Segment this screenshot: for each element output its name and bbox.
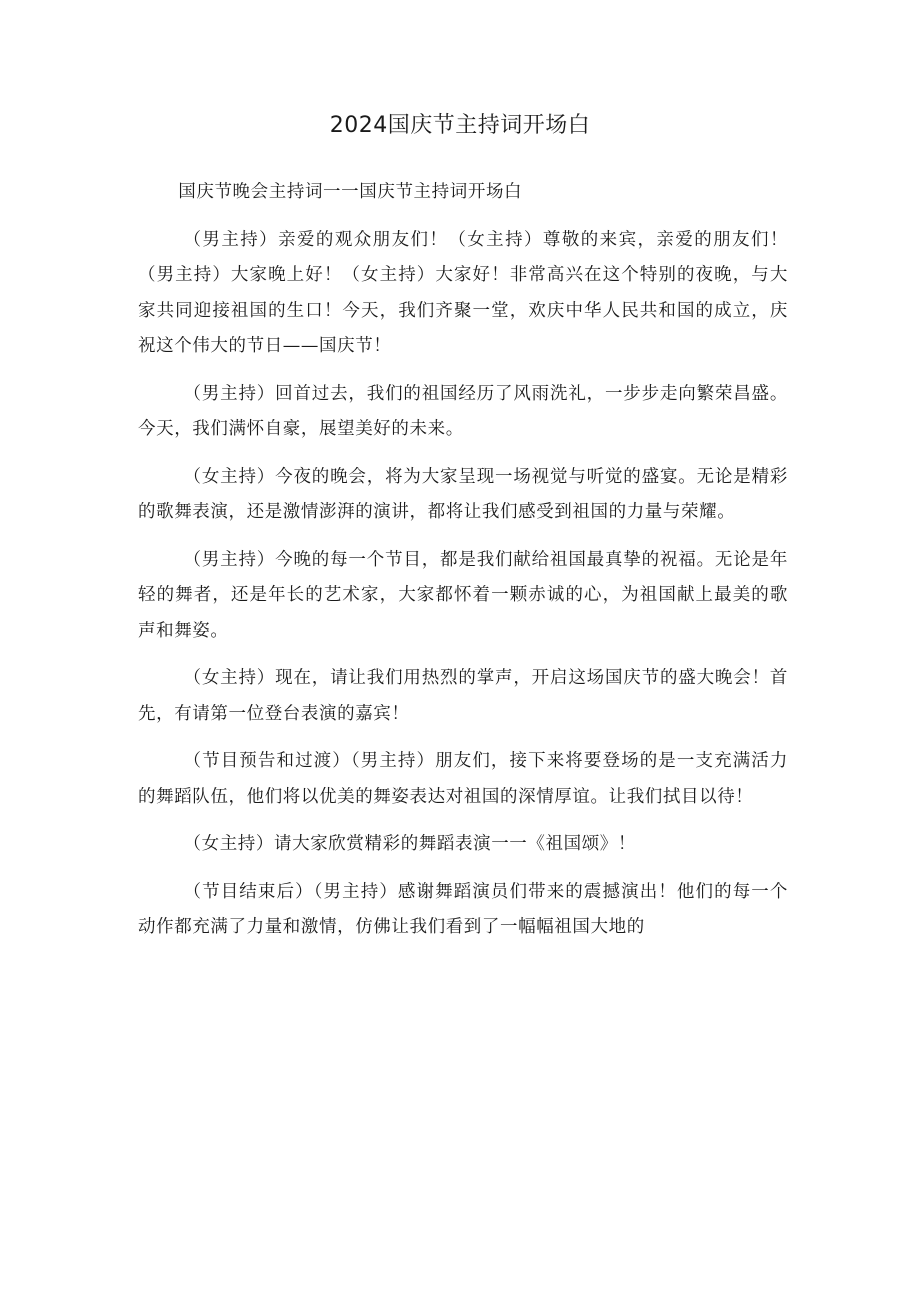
paragraph: （男主持）今晚的每一个节目，都是我们献给祖国最真挚的祝福。无论是年轻的舞者，还是年长的艺术家，大家都怀着一颗赤诚的心，为祖国献上最美的歌声和舞姿。 — [138, 549, 788, 641]
document-subtitle: 国庆节晚会主持词一一国庆节主持词开场白 — [178, 182, 523, 202]
document-title: 2024国庆节主持词开场白 — [329, 113, 591, 138]
paragraph: （女主持）请大家欣赏精彩的舞蹈表演一一《祖国颂》！ — [183, 834, 636, 854]
paragraph: （节目结束后）（男主持）感谢舞蹈演员们带来的震撼演出！他们的每一个动作都充满了力量和激情，仿佛让我们看到了一幅幅祖国大地的 — [138, 881, 788, 937]
paragraph: （女主持）今夜的晚会，将为大家呈现一场视觉与听觉的盛宴。无论是精彩的歌舞表演，还是激情澎湃的演讲，都将让我们感受到祖国的力量与荣耀。 — [138, 466, 788, 522]
paragraph: （男主持）亲爱的观众朋友们！（女主持）尊敬的来宾，亲爱的朋友们！（男主持）大家晚上好！（女主持）大家好！非常高兴在这个特别的夜晚，与大家共同迎接祖国的生口！今天，我们齐聚一堂，欢庆中华人民共和国的成立，庆祝这个伟大的节日——国庆节！ — [138, 229, 788, 356]
paragraph: （女主持）现在，请让我们用热烈的掌声，开启这场国庆节的盛大晚会！首先，有请第一位登台表演的嘉宾！ — [138, 668, 788, 724]
paragraph: （男主持）回首过去，我们的祖国经历了风雨洗礼，一步步走向繁荣昌盛。今天，我们满怀自豪，展望美好的未来。 — [138, 383, 788, 439]
paragraph: （节目预告和过渡）（男主持）朋友们，接下来将要登场的是一支充满活力的舞蹈队伍，他们将以优美的舞姿表达对祖国的深情厚谊。让我们拭目以待！ — [138, 751, 788, 807]
document-body — [138, 175, 788, 958]
